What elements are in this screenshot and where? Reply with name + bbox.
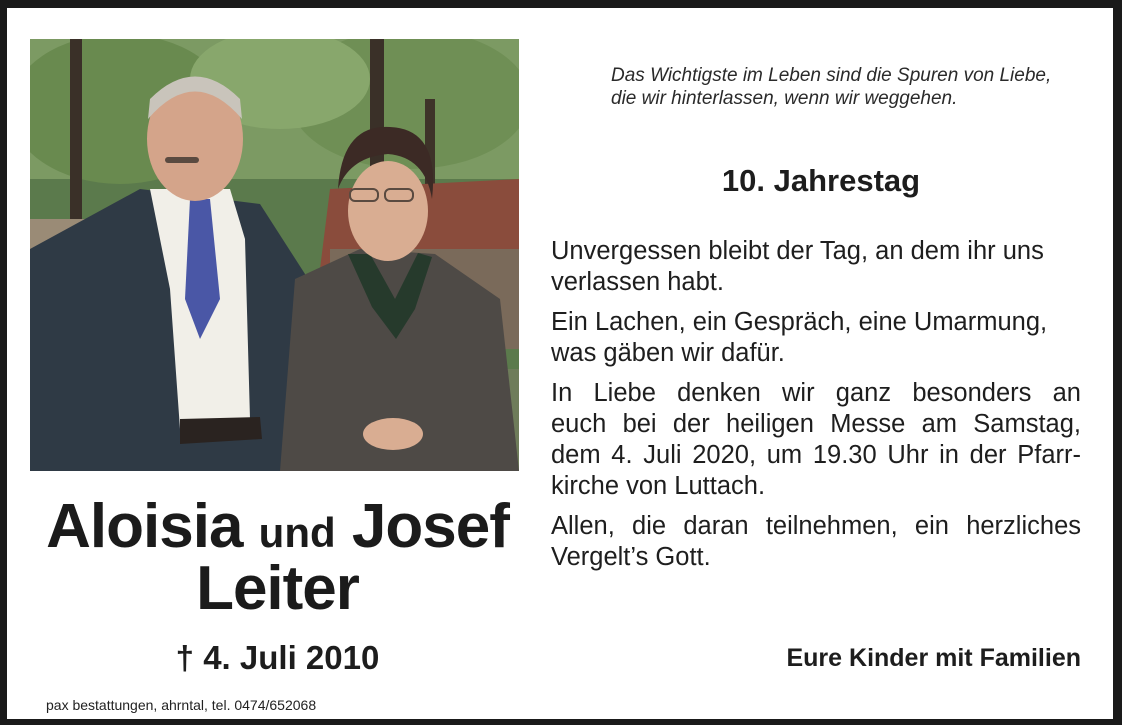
text-line: In Liebe denken wir ganz besonders an [551, 379, 1081, 407]
memorial-text [551, 236, 1081, 582]
text-line: dem 4. Juli 2020, um 19.30 Uhr in der Pfarr- [551, 441, 1081, 469]
undertaker-info: pax bestattungen, ahrntal, tel. 0474/652068 [46, 697, 317, 713]
text-line: Unvergessen bleibt der Tag, an dem ihr uns [551, 237, 1044, 265]
text-line: Ein Lachen, ein Gespräch, eine Umarmung, [551, 308, 1048, 336]
text-line: euch bei der heiligen Messe am Samstag, [551, 410, 1081, 438]
name-aloisia: Aloisia [46, 492, 243, 561]
death-date: † 4. Juli 2010 [175, 639, 380, 676]
text-line: Vergelt’s Gott. [551, 543, 711, 571]
text-line: verlassen habt. [551, 268, 724, 296]
quote-line: die wir hinterlassen, wenn wir weggehen. [611, 88, 958, 109]
name-josef: Josef [351, 492, 509, 561]
couple-photo [30, 39, 519, 471]
couple-photo-illustration [30, 39, 519, 471]
quote-line: Das Wichtigste im Leben sind die Spuren von Liebe, [611, 65, 1052, 86]
name-connector: und [258, 509, 336, 556]
memorial-quote [611, 64, 1091, 110]
surname: Leiter [196, 554, 359, 623]
paragraph [551, 236, 1081, 298]
text-line: kirche von Luttach. [551, 472, 766, 500]
anniversary-heading: 10. Jahrestag [721, 163, 921, 198]
paragraph-mass-info [551, 378, 1081, 502]
text-line: was gäben wir dafür. [551, 339, 785, 367]
signature: Eure Kinder mit Familien [786, 644, 1081, 672]
paragraph [551, 307, 1081, 369]
text-line: Allen, die daran teilnehmen, ein herzliches [551, 512, 1081, 540]
paragraph [551, 511, 1081, 573]
